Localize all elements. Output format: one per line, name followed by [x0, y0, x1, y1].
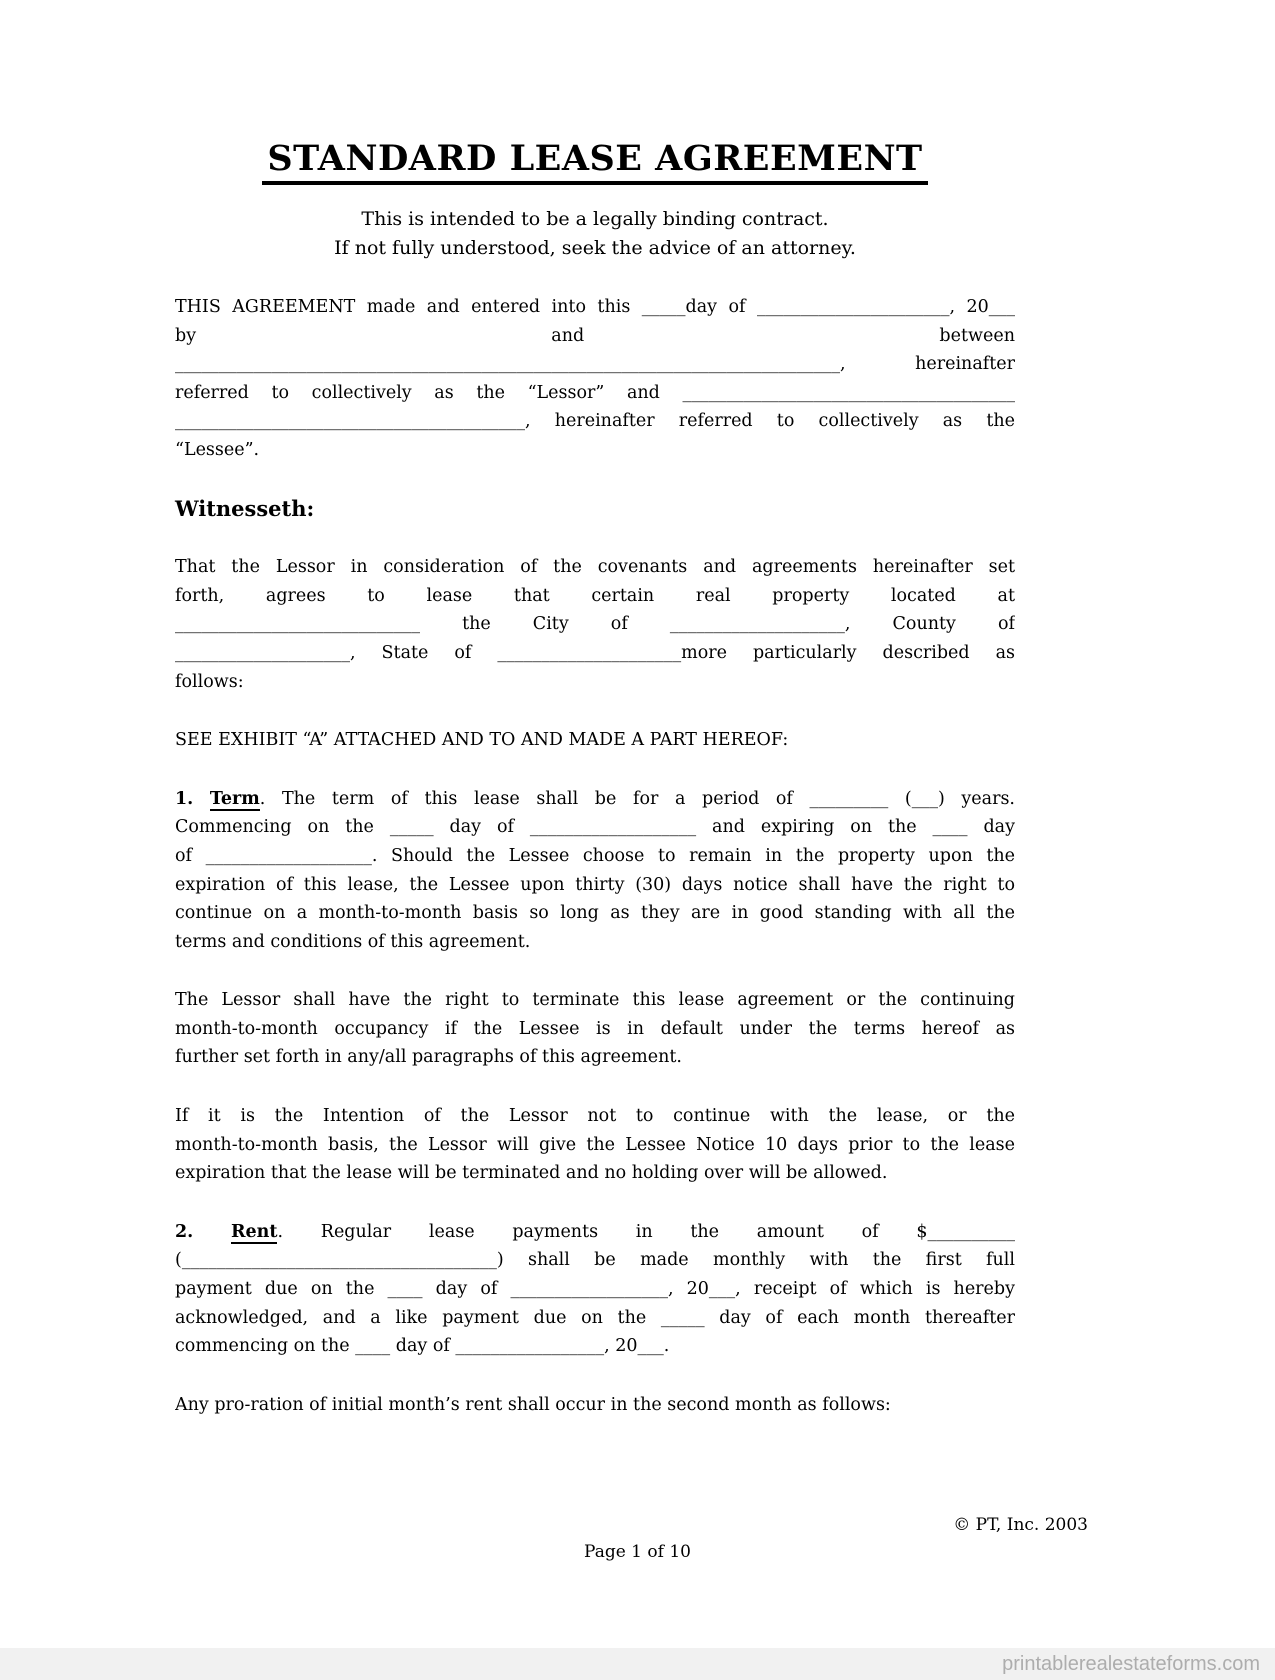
- term-clause-line: of ___________________. Should the Lessee choose to remain in the property upon the: [175, 845, 1015, 866]
- proration-paragraph: [175, 1391, 1015, 1420]
- subtitle-line: This is intended to be a legally binding contract.: [361, 208, 829, 230]
- rent-clause-number: 2.: [175, 1221, 194, 1242]
- document-subtitle: [175, 205, 1015, 263]
- term-continuation-line: month-to-month occupancy if the Lessee is in default under the terms hereof as: [175, 1018, 1015, 1039]
- rent-clause-line: commencing on the ____ day of _________________, 20___.: [175, 1336, 670, 1357]
- rent-clause: [175, 1218, 1015, 1361]
- page-title-text: STANDARD LEASE AGREEMENT: [262, 138, 927, 185]
- copyright-notice: © PT, Inc. 2003: [953, 1515, 1088, 1535]
- intro-line: by and between: [175, 325, 1015, 346]
- intro-line: THIS AGREEMENT made and entered into this _____day of ______________________, 20___: [175, 297, 1015, 317]
- rent-clause-first-line: [175, 1218, 1015, 1247]
- witnesseth-line: forth, agrees to lease that certain real property located at: [175, 585, 1015, 606]
- document-content: [175, 135, 1015, 1419]
- term-notice-paragraph: [175, 1102, 1015, 1188]
- term-notice-line: month-to-month basis, the Lessor will give the Lessee Notice 10 days prior to the lease: [175, 1134, 1015, 1155]
- term-clause-label: Term: [209, 788, 260, 809]
- page-title: [175, 135, 1015, 183]
- term-clause-first-line: [175, 785, 1015, 814]
- witnesseth-heading: Witnesseth:: [175, 495, 315, 521]
- watermark-bar: [0, 1648, 1275, 1680]
- exhibit-note: SEE EXHIBIT “A” ATTACHED AND TO AND MADE A PART HEREOF:: [175, 730, 789, 751]
- term-continuation-line: The Lessor shall have the right to terminate this lease agreement or the continuing: [175, 990, 1015, 1011]
- term-clause-line: Commencing on the _____ day of ___________________ and expiring on the ____ day: [175, 817, 1015, 838]
- witnesseth-line: ____________________________ the City of ____________________, County of: [175, 614, 1015, 635]
- term-clause-line: terms and conditions of this agreement.: [175, 931, 531, 952]
- term-clause: [175, 785, 1015, 957]
- rent-clause-line: (____________________________________) shall be made monthly with the first full: [175, 1250, 1015, 1271]
- subtitle-line: If not fully understood, seek the advice of an attorney.: [334, 237, 856, 259]
- term-notice-line: If it is the Intention of the Lessor not to continue with the lease, or the: [175, 1106, 1015, 1127]
- intro-paragraph: [175, 293, 1015, 465]
- proration-note: Any pro-ration of initial month’s rent shall occur in the second month as follows:: [175, 1394, 891, 1415]
- intro-line: ____________________________________________________________________________, hereinafter: [175, 354, 1015, 375]
- witnesseth-line: follows:: [175, 671, 244, 692]
- intro-line: “Lessee”.: [175, 439, 260, 460]
- term-continuation-paragraph: [175, 986, 1015, 1072]
- term-notice-line: expiration that the lease will be terminated and no holding over will be allowed.: [175, 1163, 888, 1184]
- witnesseth-line: ____________________, State of _____________________more particularly described as: [175, 642, 1015, 663]
- term-clause-line: continue on a month-to-month basis so long as they are in good standing with all the: [175, 903, 1015, 924]
- intro-line: referred to collectively as the “Lessor” and ______________________________________: [175, 382, 1015, 403]
- rent-clause-line: acknowledged, and a like payment due on the _____ day of each month thereafter: [175, 1307, 1015, 1328]
- rent-clause-line: payment due on the ____ day of __________________, 20___, receipt of which is hereby: [175, 1279, 1015, 1300]
- exhibit-note-paragraph: [175, 726, 1015, 755]
- term-clause-text: . The term of this lease shall be for a period of _________ (___) years.: [259, 788, 1015, 809]
- term-clause-number: 1.: [175, 788, 194, 809]
- term-continuation-line: further set forth in any/all paragraphs of this agreement.: [175, 1047, 682, 1068]
- rent-clause-text: . Regular lease payments in the amount of $__________: [277, 1221, 1015, 1242]
- intro-line: ________________________________________, hereinafter referred to collectively as the: [175, 411, 1015, 432]
- witnesseth-paragraph: [175, 553, 1015, 696]
- term-clause-line: expiration of this lease, the Lessee upon thirty (30) days notice shall have the right to: [175, 874, 1015, 895]
- witnesseth-line: That the Lessor in consideration of the covenants and agreements hereinafter set: [175, 557, 1015, 578]
- watermark-text: printablerealestateforms.com: [1002, 1653, 1260, 1675]
- rent-clause-label: Rent: [231, 1221, 278, 1242]
- page-number: Page 1 of 10: [584, 1542, 691, 1562]
